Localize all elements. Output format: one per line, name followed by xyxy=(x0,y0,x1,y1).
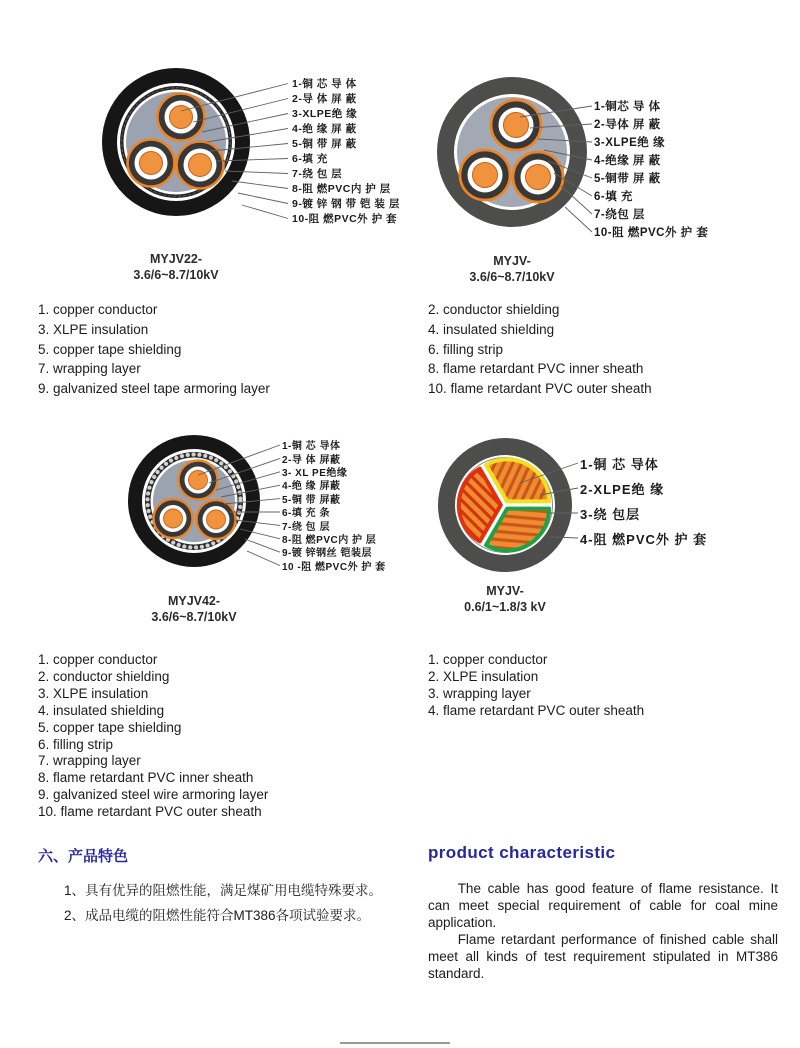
model-name: MYJV- xyxy=(493,254,531,268)
model-voltage: 0.6/1~1.8/3 kV xyxy=(464,600,546,614)
diagram-labels xyxy=(594,97,708,241)
diagram-label: 2-导 体 屏蔽 xyxy=(282,454,341,466)
cable-core xyxy=(197,500,236,539)
cable-core xyxy=(154,499,193,538)
diagram-label: 2-XLPE绝 缘 xyxy=(580,482,665,497)
list-item: 2. XLPE insulation xyxy=(428,668,539,684)
cable-core xyxy=(179,461,218,500)
model-name: MYJV- xyxy=(486,584,524,598)
list-item: 4. insulated shielding xyxy=(38,702,165,718)
diagram-label: 7-绕 包 层 xyxy=(282,521,330,533)
list-item: 3. wrapping layer xyxy=(428,685,531,701)
list-item: 2. conductor shielding xyxy=(38,668,170,684)
diagram-label: 6-填 充 xyxy=(292,153,328,165)
diagram-labels xyxy=(580,451,707,551)
component-list-odd xyxy=(38,300,270,399)
model-voltage: 3.6/6~8.7/10kV xyxy=(151,610,237,624)
list-item: 6. filling strip xyxy=(428,341,504,357)
features-items-cn xyxy=(64,878,382,928)
diagram-label: 3-XLPE绝 缘 xyxy=(594,137,665,149)
diagram-label: 9-镀 锌 钢 带 铠 装 层 xyxy=(292,198,400,210)
diagram-label: 9-镀 锌钢丝 铠装层 xyxy=(282,548,372,560)
list-item: 4. insulated shielding xyxy=(428,321,555,337)
list-item: 10. flame retardant PVC outer sheath xyxy=(428,381,652,397)
component-list-full xyxy=(38,652,268,821)
diagram-label: 10 -阻 燃PVC外 护 套 xyxy=(282,561,386,573)
list-item: 1. copper conductor xyxy=(428,652,548,667)
cable-core xyxy=(491,100,541,150)
list-item: 9. galvanized steel wire armoring layer xyxy=(38,787,269,803)
diagram-label: 1-铜芯 导 体 xyxy=(594,101,661,113)
diagram-label: 4-阻 燃PVC外 护 套 xyxy=(580,532,708,547)
diagram-label: 8-阻 燃PVC内 护 层 xyxy=(282,534,377,546)
diagram-label: 3- XL PE绝缘 xyxy=(282,467,348,479)
list-item: 4. flame retardant PVC outer sheath xyxy=(428,702,645,718)
footer-divider xyxy=(340,1042,450,1044)
diagram-label: 10-阻 燃PVC外 护 套 xyxy=(292,213,398,225)
model-caption xyxy=(94,593,294,625)
features-heading-cn: 六、产品特色 xyxy=(38,848,129,865)
cable-diagram-myjv-lv xyxy=(400,425,800,625)
model-caption xyxy=(76,251,276,283)
list-item: 6. filling strip xyxy=(38,736,114,752)
diagram-label: 8-阻 燃PVC内 护 层 xyxy=(292,183,391,195)
feature-paragraph-en: The cable has good feature of flame resistance. It can meet special requirement of cable for coal mine application. xyxy=(428,881,778,930)
diagram-label: 7-绕 包 层 xyxy=(292,168,343,180)
list-item: 7. wrapping layer xyxy=(38,361,141,377)
diagram-label: 10-阻 燃PVC外 护 套 xyxy=(594,227,709,239)
diagram-label: 1-铜 芯 导体 xyxy=(282,441,341,453)
list-item: 10. flame retardant PVC outer sheath xyxy=(38,804,262,820)
diagram-label: 2-导 体 屏 蔽 xyxy=(292,93,357,105)
feature-paragraph-en: Flame retardant performance of finished cable shall meet all kinds of test requirement stipulated in MT386 standard. xyxy=(428,932,778,981)
diagram-label: 4-绝缘 屏 蔽 xyxy=(594,155,661,167)
model-voltage: 3.6/6~8.7/10kV xyxy=(469,270,555,284)
diagram-labels xyxy=(292,76,400,226)
cable-diagram-myjv42 xyxy=(0,425,400,625)
features-heading-en: product characteristic xyxy=(428,843,616,862)
diagram-label: 1-铜 芯 导体 xyxy=(580,457,659,472)
diagram-label: 2-导体 屏 蔽 xyxy=(594,119,661,131)
list-item: 5. copper tape shielding xyxy=(38,719,182,735)
cable-core xyxy=(128,140,175,187)
list-item: 1. copper conductor xyxy=(38,652,158,667)
list-item: 9. galvanized steel tape armoring layer xyxy=(38,381,270,397)
feature-item-cn: 2、成品电缆的阻燃性能符合MT386各项试验要求。 xyxy=(64,908,371,923)
model-name: MYJV22- xyxy=(149,252,203,266)
cable-core xyxy=(460,150,510,200)
model-name: MYJV42- xyxy=(167,594,221,608)
diagram-label: 5-铜 带 屏 蔽 xyxy=(292,138,357,150)
cable-diagram-myjv22 xyxy=(0,55,400,295)
list-item: 3. XLPE insulation xyxy=(38,321,149,337)
list-item: 2. conductor shielding xyxy=(428,302,560,317)
cable-diagram-myjv-mv xyxy=(400,55,800,295)
cable-core xyxy=(513,152,563,202)
component-list-even xyxy=(428,300,652,399)
cable-core xyxy=(158,94,205,141)
diagram-label: 5-铜 带 屏蔽 xyxy=(282,494,341,506)
list-item: 1. copper conductor xyxy=(38,302,158,317)
list-item: 5. copper tape shielding xyxy=(38,341,182,357)
features-paragraphs-en xyxy=(428,880,778,982)
model-voltage: 3.6/6~8.7/10kV xyxy=(133,268,219,282)
feature-item-cn: 1、具有优异的阻燃性能，满足煤矿用电缆特殊要求。 xyxy=(64,883,383,898)
diagram-label: 5-铜带 屏 蔽 xyxy=(594,173,661,185)
cable-body xyxy=(102,68,250,216)
diagram-label: 1-铜 芯 导 体 xyxy=(292,78,357,90)
diagram-label: 6-填 充 条 xyxy=(282,508,330,520)
list-item: 8. flame retardant PVC inner sheath xyxy=(428,361,644,377)
diagram-label: 3-绕 包层 xyxy=(580,507,641,522)
diagram-label: 7-绕包 层 xyxy=(594,209,645,221)
diagram-label: 3-XLPE绝 缘 xyxy=(292,108,358,120)
cable-body xyxy=(128,435,260,567)
diagram-labels xyxy=(282,438,386,572)
diagram-label: 4-绝 缘 屏 蔽 xyxy=(292,123,357,135)
list-item: 8. flame retardant PVC inner sheath xyxy=(38,770,254,786)
component-list-lv xyxy=(428,652,644,720)
diagram-label: 6-填 充 xyxy=(594,191,633,203)
list-item: 3. XLPE insulation xyxy=(38,685,149,701)
model-caption xyxy=(412,253,612,285)
model-caption xyxy=(405,583,605,615)
diagram-label: 4-绝 缘 屏蔽 xyxy=(282,481,341,493)
cable-core xyxy=(177,142,224,189)
list-item: 7. wrapping layer xyxy=(38,753,141,769)
